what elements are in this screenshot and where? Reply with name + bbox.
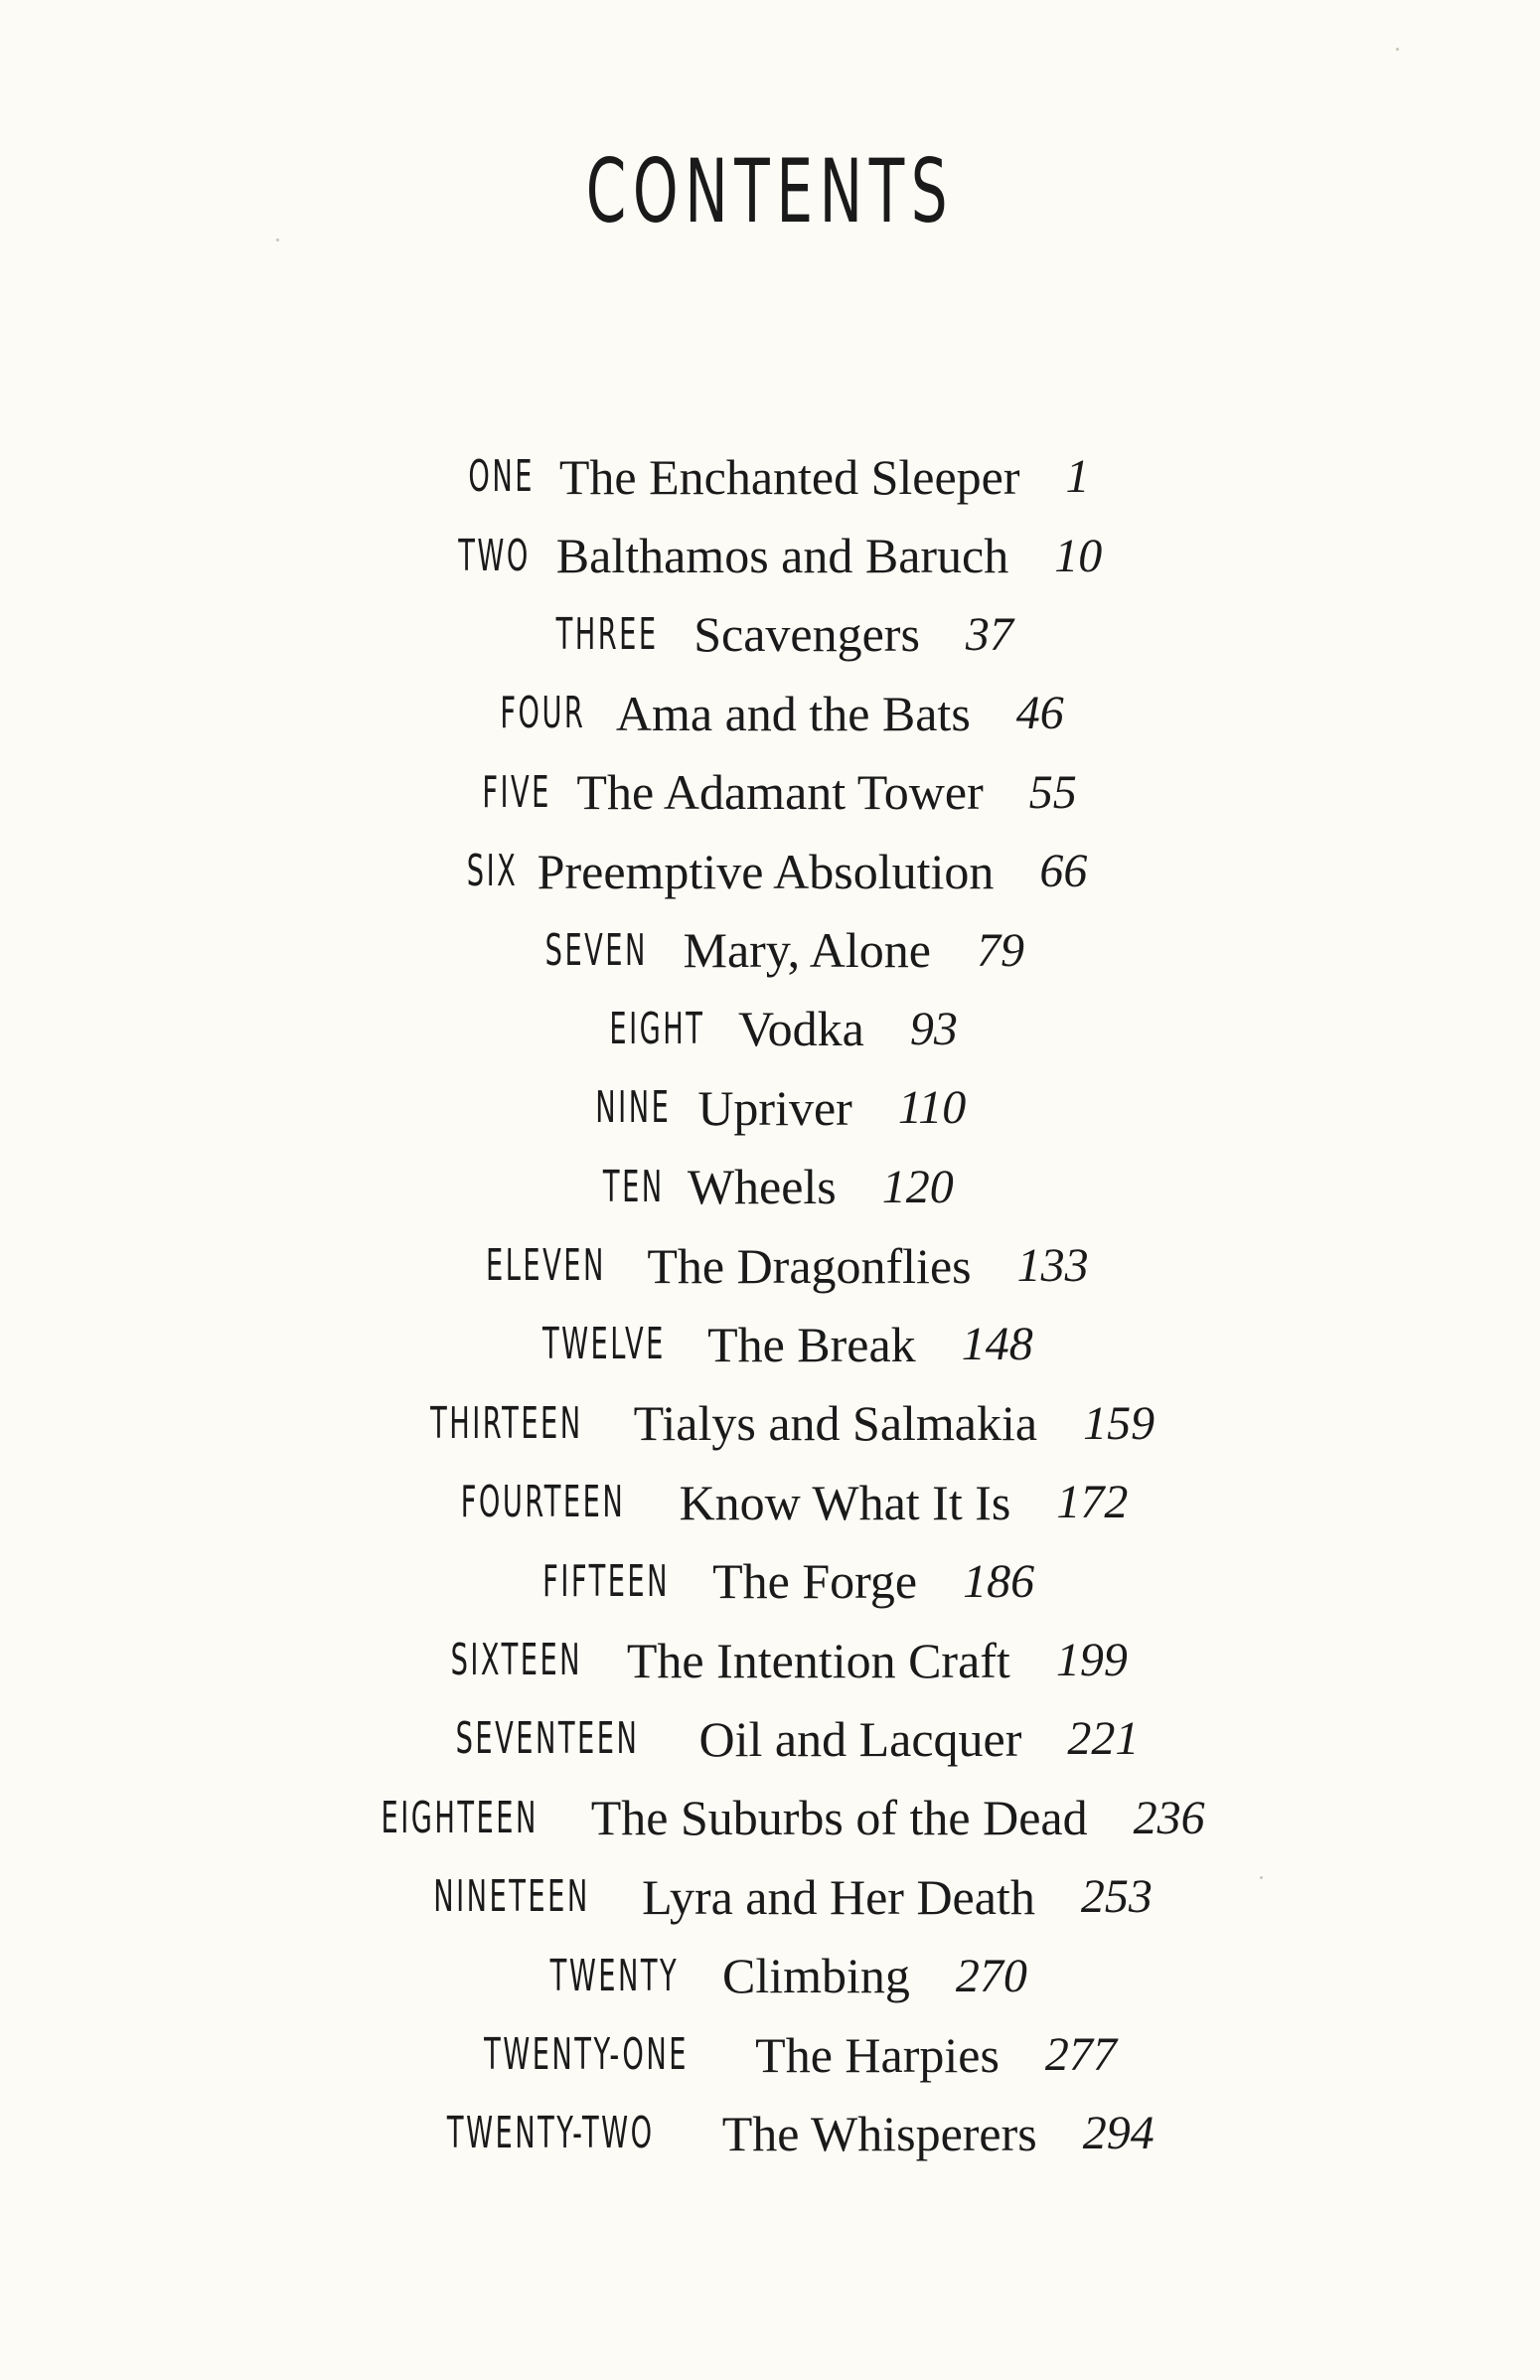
chapter-title: Upriver [697, 1079, 852, 1136]
page-number: 159 [1083, 1396, 1155, 1450]
page-number: 133 [1016, 1239, 1089, 1293]
chapter-number: TWENTY [549, 1950, 680, 2001]
chapter-number: TWO [457, 530, 531, 581]
page-number: 186 [963, 1554, 1035, 1608]
chapter-title: The Harpies [755, 2026, 1000, 2083]
chapter-number: FIVE [482, 766, 552, 818]
chapter-number: SIXTEEN [450, 1635, 583, 1686]
paper-speck [276, 238, 279, 241]
toc-entry [0, 753, 1540, 832]
chapter-title: Lyra and Her Death [642, 1868, 1035, 1925]
chapter-title: The Dragonflies [647, 1237, 972, 1294]
page-number: 148 [961, 1318, 1033, 1371]
toc-entry [0, 1148, 1540, 1226]
page-number: 110 [897, 1081, 967, 1135]
toc-entry [0, 1779, 1540, 1857]
paper-speck [1396, 48, 1399, 51]
chapter-number: SEVEN [544, 924, 648, 976]
toc-entry [0, 674, 1540, 752]
toc-entry [0, 2015, 1540, 2094]
toc-entry [0, 1463, 1540, 1541]
page-number: 37 [965, 607, 1013, 661]
toc-entry [0, 437, 1540, 516]
chapter-number: NINETEEN [433, 1871, 590, 1923]
toc-entry [0, 1068, 1540, 1147]
page-number: 120 [881, 1160, 954, 1213]
toc-entry [0, 1936, 1540, 2014]
chapter-number: FOURTEEN [460, 1477, 625, 1528]
page-number: 294 [1082, 2107, 1155, 2160]
chapter-title: The Intention Craft [626, 1632, 1010, 1688]
page-number: 10 [1054, 529, 1103, 582]
chapter-number: ELEVEN [486, 1240, 607, 1292]
chapter-number: SEVENTEEN [455, 1713, 639, 1765]
page-number: 236 [1133, 1791, 1205, 1844]
toc-entry [0, 1226, 1540, 1305]
chapter-number: THIRTEEN [429, 1397, 583, 1449]
toc-entry [0, 910, 1540, 989]
toc-entry [0, 2094, 1540, 2172]
paper-speck [1260, 1876, 1263, 1879]
chapter-title: Oil and Lacquer [698, 1710, 1022, 1767]
page-number: 221 [1067, 1712, 1140, 1766]
page-number: 66 [1039, 845, 1088, 898]
page-number: 253 [1080, 1870, 1153, 1924]
chapter-title: The Forge [712, 1553, 918, 1610]
chapter-title: The Suburbs of the Dead [590, 1790, 1088, 1846]
page-title: CONTENTS [585, 140, 955, 242]
chapter-number: EIGHT [609, 1003, 705, 1054]
chapter-title: The Whisperers [721, 2105, 1037, 2161]
toc-entry [0, 516, 1540, 594]
chapter-number: SIX [466, 846, 518, 897]
toc-entry [0, 1621, 1540, 1699]
chapter-title: Balthamos and Baruch [555, 528, 1009, 584]
toc-entry [0, 990, 1540, 1068]
chapter-title: Know What It Is [679, 1474, 1011, 1530]
chapter-number: THREE [555, 608, 659, 660]
page-number: 55 [1028, 765, 1077, 819]
page-number: 277 [1044, 2028, 1117, 2081]
page-number: 93 [909, 1002, 958, 1055]
toc-entry [0, 1699, 1540, 1778]
chapter-title: Ama and the Bats [615, 685, 971, 741]
chapter-title: The Adamant Tower [576, 764, 984, 821]
toc-entry [0, 1857, 1540, 1936]
chapter-title: Tialys and Salmakia [633, 1395, 1038, 1452]
chapter-number: EIGHTEEN [381, 1792, 539, 1843]
page-number: 172 [1056, 1476, 1129, 1529]
chapter-title: The Break [707, 1316, 916, 1372]
toc-entry [0, 1384, 1540, 1463]
chapter-title: Scavengers [693, 606, 920, 663]
page-number: 79 [977, 923, 1025, 977]
chapter-number: ONE [468, 451, 536, 503]
chapter-title: Preemptive Absolution [537, 843, 995, 899]
chapter-number: NINE [595, 1082, 672, 1134]
toc-entry [0, 1541, 1540, 1620]
chapter-title: Wheels [687, 1159, 837, 1215]
chapter-number: TWELVE [542, 1319, 667, 1370]
page-number: 1 [1065, 450, 1090, 504]
page-number: 270 [955, 1949, 1027, 2002]
chapter-number: TWENTY-TWO [447, 2108, 655, 2159]
page-number: 46 [1015, 687, 1064, 740]
toc-entry [0, 1305, 1540, 1383]
toc-entry [0, 832, 1540, 910]
chapter-title: Climbing [721, 1948, 910, 2004]
toc-entry [0, 595, 1540, 674]
chapter-title: Mary, Alone [683, 922, 932, 979]
chapter-title: The Enchanted Sleeper [558, 448, 1020, 505]
table-of-contents [0, 437, 1540, 2173]
page-number: 199 [1055, 1634, 1128, 1687]
chapter-number: TWENTY-ONE [484, 2029, 690, 2080]
chapter-number: FIFTEEN [542, 1555, 670, 1607]
chapter-number: TEN [603, 1161, 665, 1212]
chapter-title: Vodka [737, 1001, 864, 1057]
chapter-number: FOUR [500, 688, 586, 739]
